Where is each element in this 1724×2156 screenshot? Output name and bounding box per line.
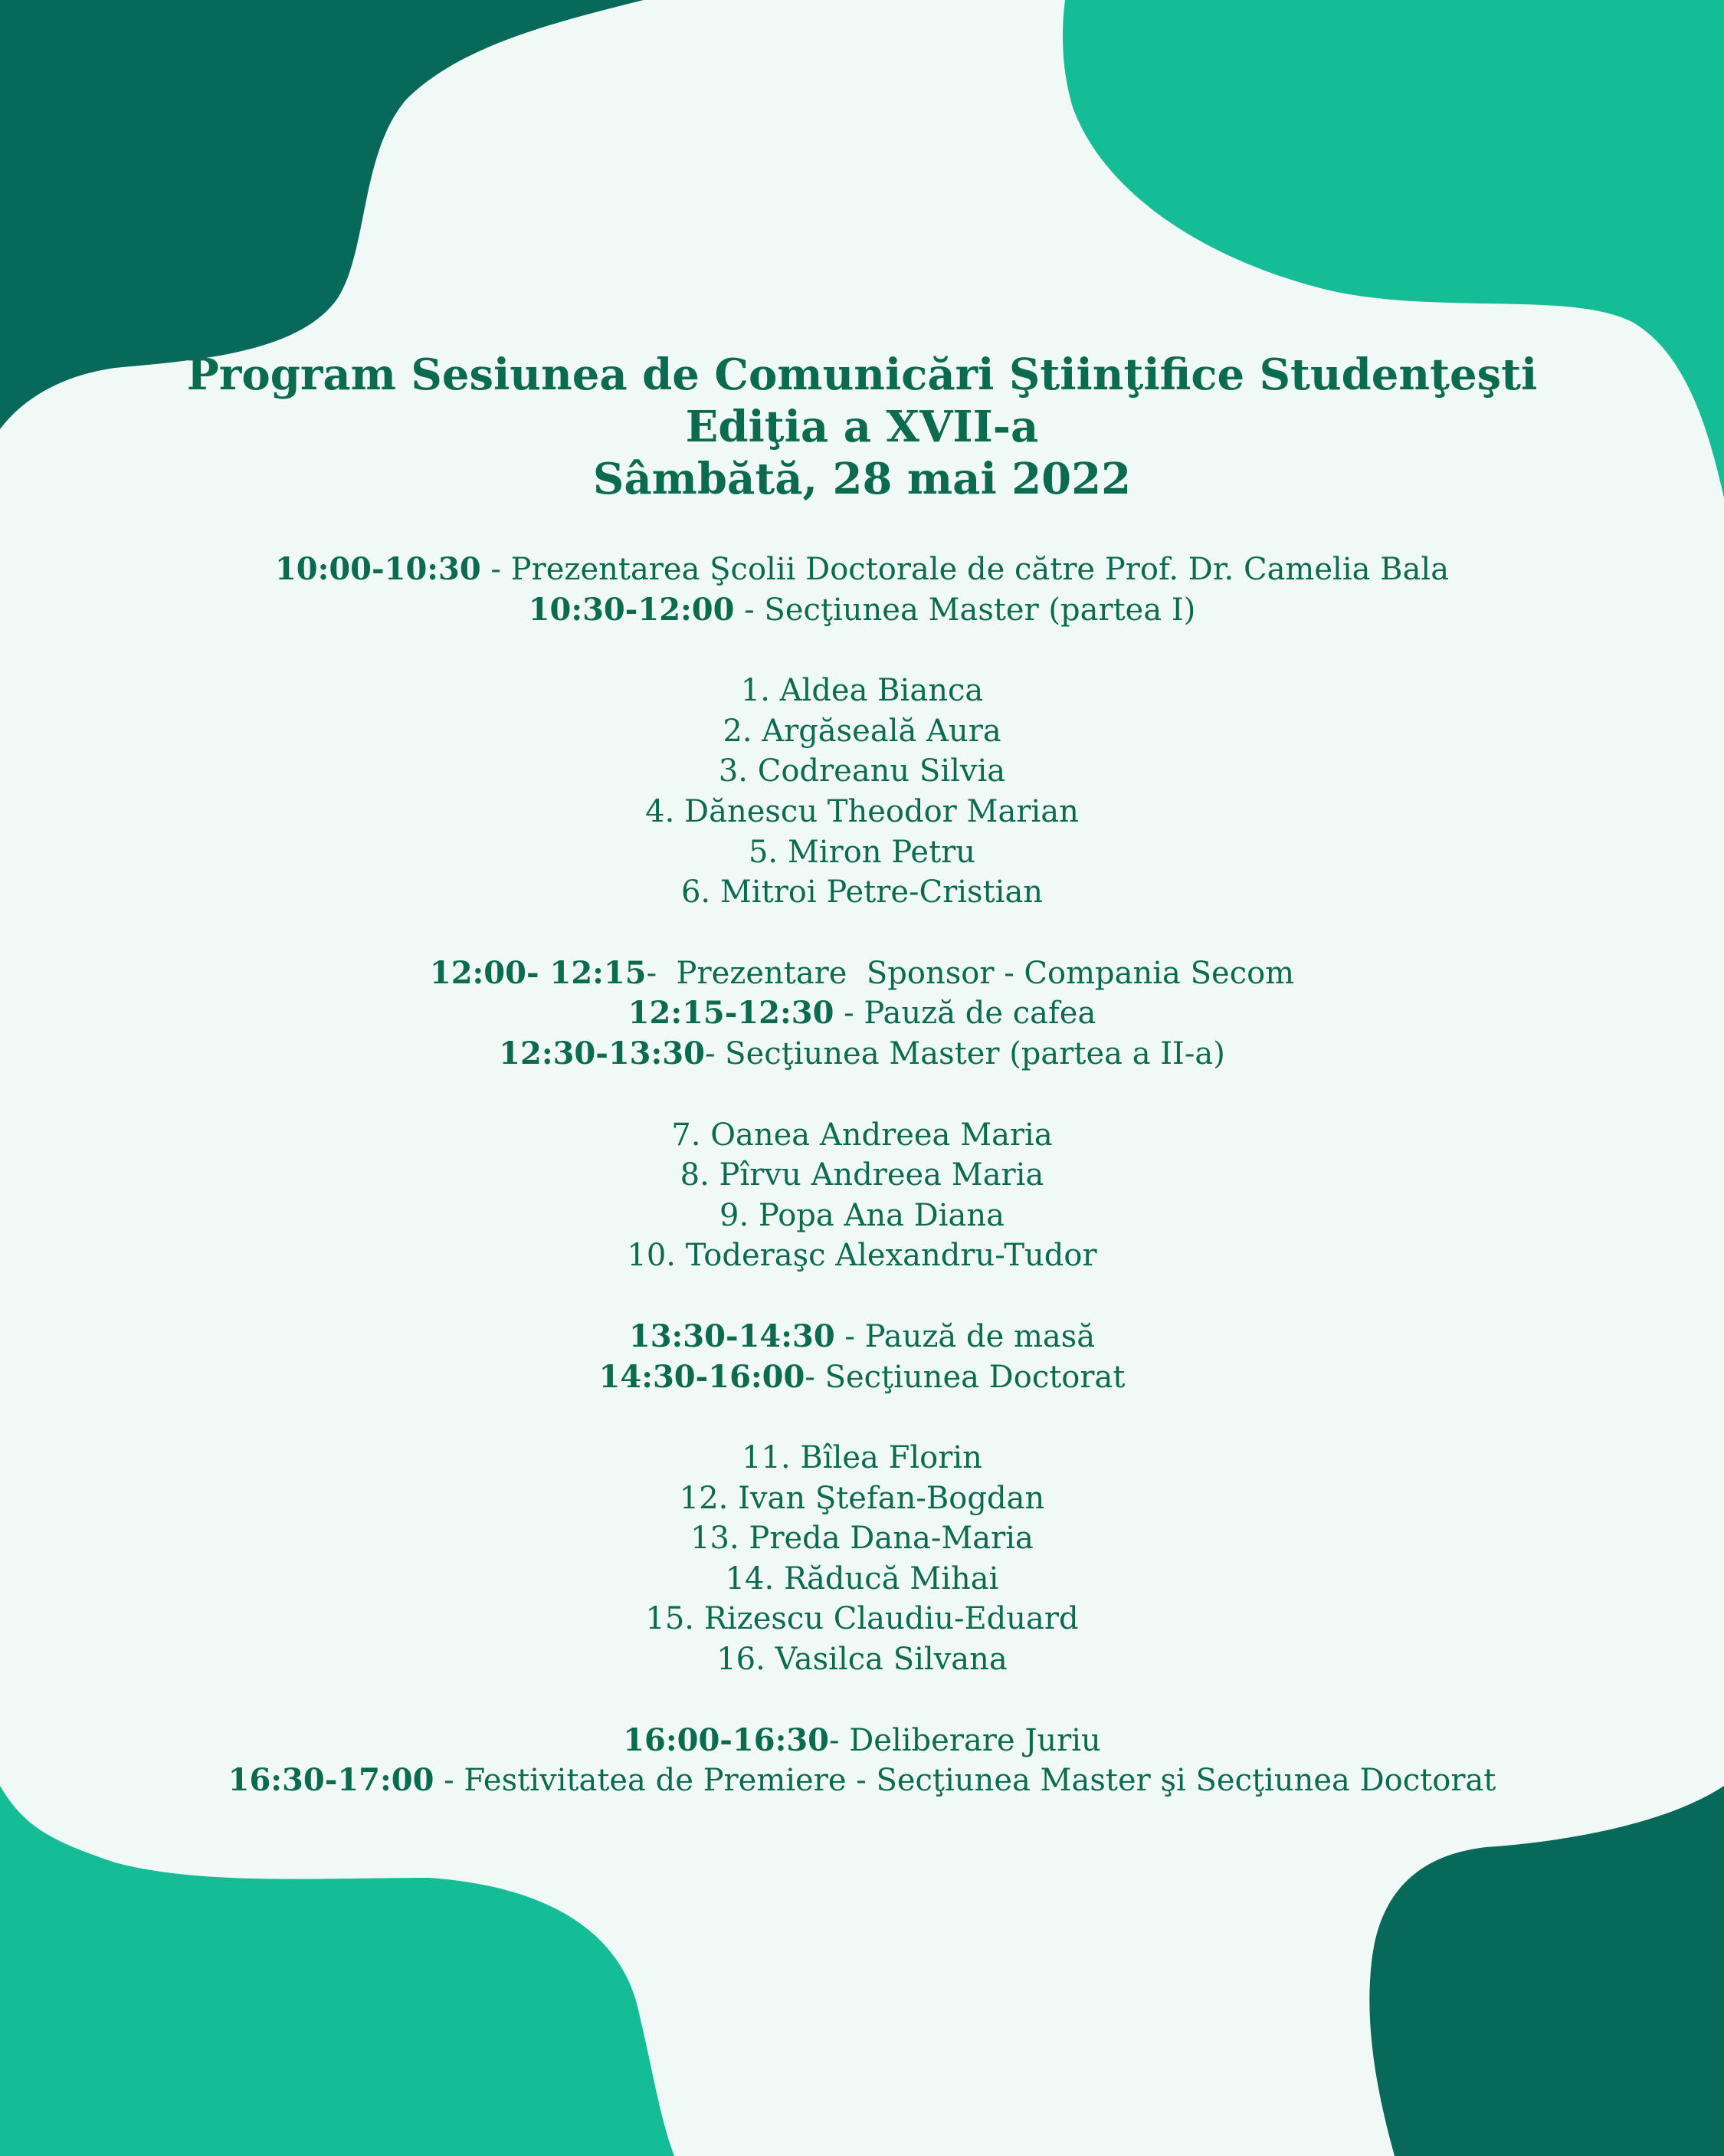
schedule-block-2 (0, 953, 1724, 1075)
participants-list-3 (0, 1438, 1724, 1680)
schedule-item (0, 550, 1724, 590)
participant-item: 16. Vasilca Silvana (716, 1642, 1008, 1678)
schedule-item (0, 1761, 1724, 1801)
schedule-text: - Secţiunea Master (partea a II-a) (704, 1035, 1225, 1071)
schedule-item (0, 953, 1724, 994)
participant-item: 14. Răducă Mihai (725, 1560, 999, 1596)
participant-item: 12. Ivan Ştefan-Bogdan (679, 1480, 1045, 1516)
schedule-time: 12:00- 12:15 (429, 954, 647, 991)
program-header (0, 349, 1724, 505)
participants-list-1 (0, 671, 1724, 913)
schedule-item (0, 1721, 1724, 1761)
schedule-item (0, 590, 1724, 631)
participant-item: 1. Aldea Bianca (740, 673, 984, 709)
schedule-block-3 (0, 1317, 1724, 1397)
program-content (0, 349, 1724, 1801)
schedule-text: - Secţiunea Master (partea I) (734, 592, 1196, 628)
schedule-text: - Secţiunea Doctorat (805, 1359, 1126, 1395)
participant-item: 10. Toderaşc Alexandru-Tudor (627, 1238, 1097, 1274)
participant-item: 4. Dănescu Theodor Marian (645, 793, 1079, 829)
schedule-item (0, 1317, 1724, 1357)
program-title: Program Sesiunea de Comunicări Ştiinţifice Studenţeşti (186, 349, 1538, 400)
program-date: Sâmbătă, 28 mai 2022 (592, 454, 1132, 504)
participant-item: 15. Rizescu Claudiu-Eduard (645, 1601, 1079, 1637)
participant-item: 2. Argăseală Aura (723, 713, 1001, 749)
schedule-time: 12:30-13:30 (499, 1035, 705, 1071)
schedule-time: 14:30-16:00 (598, 1358, 805, 1395)
schedule-time: 13:30-14:30 (628, 1318, 835, 1354)
schedule-item (0, 1357, 1724, 1398)
schedule-block-1 (0, 550, 1724, 630)
schedule-text: - Pauză de cafea (834, 996, 1096, 1032)
schedule-time: 10:00-10:30 (274, 551, 481, 587)
schedule-text: - Festivitatea de Premiere - Secţiunea Master şi Secţiunea Doctorat (434, 1763, 1496, 1799)
schedule-time: 16:30-17:00 (228, 1762, 434, 1799)
schedule-block-4 (0, 1721, 1724, 1801)
participant-item: 9. Popa Ana Diana (719, 1197, 1005, 1233)
schedule-text: - Prezentare Sponsor - Compania Secom (646, 955, 1295, 991)
program-edition: Ediţia a XVII-a (685, 402, 1039, 452)
participant-item: 6. Mitroi Petre-Cristian (680, 875, 1044, 911)
participant-item: 13. Preda Dana-Maria (690, 1521, 1034, 1557)
bottom-right-blob (1369, 1786, 1724, 2156)
schedule-time: 12:15-12:30 (628, 995, 834, 1032)
participants-list-2 (0, 1115, 1724, 1276)
participant-item: 8. Pîrvu Andreea Maria (680, 1157, 1044, 1193)
schedule-time: 10:30-12:00 (528, 591, 735, 628)
schedule-text: - Pauză de masă (834, 1318, 1096, 1354)
bottom-left-blob (0, 1786, 674, 2156)
schedule-time: 16:00-16:30 (623, 1721, 829, 1758)
participant-item: 11. Bîlea Florin (742, 1440, 982, 1476)
schedule-item (0, 993, 1724, 1034)
schedule-text: - Prezentarea Şcolii Doctorale de către Prof. Dr. Camelia Bala (480, 552, 1450, 587)
participant-item: 3. Codreanu Silvia (718, 753, 1006, 789)
participant-item: 5. Miron Petru (748, 834, 976, 870)
schedule-item (0, 1034, 1724, 1075)
schedule-text: - Deliberare Juriu (829, 1722, 1101, 1758)
participant-item: 7. Oanea Andreea Maria (671, 1117, 1053, 1153)
